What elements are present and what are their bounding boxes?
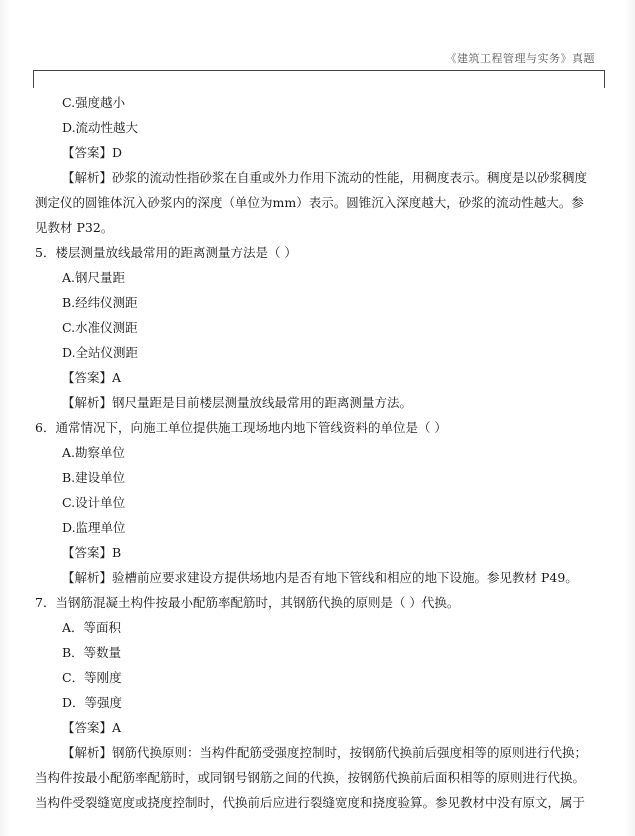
answer-line: 【答案】A [62,720,122,735]
header-corner-left [33,70,34,88]
explanation-line: 当构件受裂缝宽度或挠度控制时，代换前后应进行裂缝宽度和挠度验算。参见教材中没有原文，属于 [35,795,586,810]
question-line: 7．当钢筋混凝土构件按最小配筋率配筋时，其钢筋代换的原则是（ ）代换。 [35,595,460,610]
question-line: 5．楼层测量放线最常用的距离测量方法是（ ） [35,245,297,260]
explanation-line: 当构件按最小配筋率配筋时，或同钢号钢筋之间的代换，按钢筋代换前后面积相等的原则进行代换。 [35,770,586,785]
option-line: A.钢尺量距 [62,270,126,285]
document-body [35,90,607,815]
answer-line: 【答案】B [62,545,122,560]
text-line: D.流动性越大 [62,120,139,135]
running-header: 《建筑工程管理与实务》真题 [445,52,595,65]
explanation-line: 【解析】钢尺量距是目前楼层测量放线最常用的距离测量方法。 [62,395,413,410]
explanation-line: 见教材 P32。 [35,220,114,235]
option-line: C．等刚度 [62,670,122,685]
option-line: A．等面积 [62,620,122,635]
question-line: 6．通常情况下，向施工单位提供施工现场地内地下管线资料的单位是（ ） [35,420,447,435]
answer-line: 【答案】D [62,145,123,160]
header-corner-right [604,70,605,88]
text-line: C.强度越小 [62,95,126,110]
option-line: B．等数量 [62,645,122,660]
header-rule [33,70,605,71]
answer-line: 【答案】A [62,370,122,385]
explanation-line: 测定仪的圆锥体沉入砂浆内的深度（单位为mm）表示。圆锥沉入深度越大，砂浆的流动性越大。参 [35,195,584,210]
option-line: D．等强度 [62,695,123,710]
explanation-line: 【解析】砂浆的流动性指砂浆在自重或外力作用下流动的性能，用稠度表示。稠度是以砂浆稠度 [62,170,588,185]
option-line: B.经纬仪测距 [62,295,138,310]
option-line: B.建设单位 [62,470,126,485]
option-line: C.设计单位 [62,495,126,510]
option-line: D.全站仪测距 [62,345,139,360]
explanation-line: 【解析】钢筋代换原则：当构件配筋受强度控制时，按钢筋代换前后强度相等的原则进行代换； [62,745,588,760]
option-line: C.水准仪测距 [62,320,138,335]
option-line: D.监理单位 [62,520,126,535]
explanation-line: 【解析】验槽前应要求建设方提供场地内是否有地下管线和相应的地下设施。参见教材 P49。 [62,570,578,585]
option-line: A.勘察单位 [62,445,126,460]
